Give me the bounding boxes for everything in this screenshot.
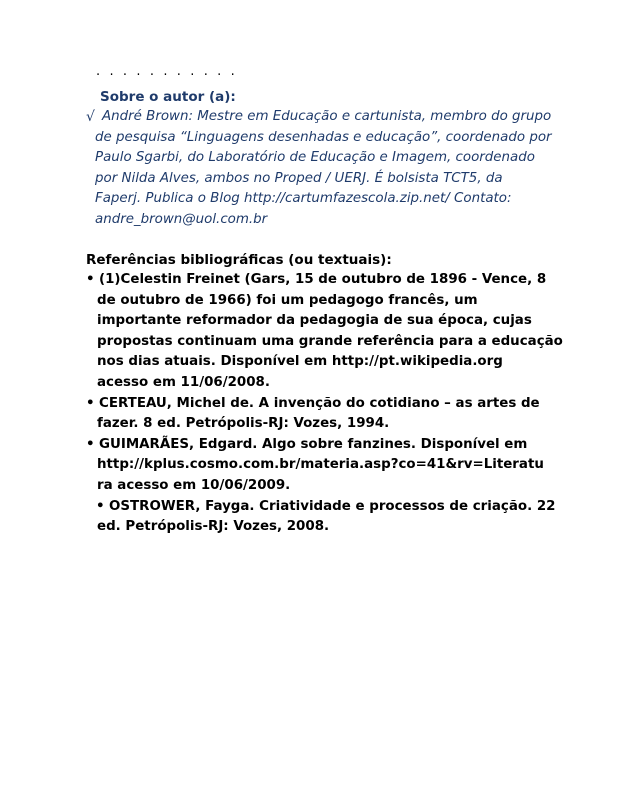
reference-line: nos dias atuais. Disponível em http://pt.wikipedia.org: [97, 354, 503, 370]
separator-dots: . . . . . . . . . . .: [96, 64, 238, 79]
checkmark-icon: √: [86, 109, 95, 125]
reference-line: http://kplus.cosmo.com.br/materia.asp?co=41&rv=Literatu: [97, 457, 544, 473]
author-bio-line: por Nilda Alves, ambos no Proped / UERJ. É bolsista TCT5, da: [95, 170, 503, 186]
reference-line: fazer. 8 ed. Petrópolis-RJ: Vozes, 1994.: [97, 416, 390, 432]
reference-line: CERTEAU, Michel de. A invenção do cotidiano – as artes de: [99, 395, 540, 411]
reference-line: ra acesso em 10/06/2009.: [97, 477, 291, 493]
author-bio-line: Paulo Sgarbi, do Laboratório de Educação e Imagem, coordenado: [95, 150, 535, 165]
references-list: [86, 270, 563, 538]
reference-line: propostas continuam uma grande referência para a educação: [97, 333, 563, 349]
bullet-icon: •: [86, 436, 95, 452]
author-bio-line: andre_brown@uol.com.br: [95, 211, 268, 227]
bullet-icon: •: [86, 272, 95, 287]
reference-item-ostrower: [86, 497, 556, 538]
author-bio: [86, 107, 552, 230]
reference-line: ed. Petrópolis-RJ: Vozes, 2008.: [97, 519, 330, 535]
reference-line: GUIMARÃES, Edgard. Algo sobre fanzines. Disponível em: [99, 436, 528, 452]
reference-item-certeau: [86, 394, 556, 435]
reference-line: de outubro de 1966) foi um pedagogo francês, um: [97, 292, 478, 308]
author-heading: Sobre o autor (a):: [100, 89, 236, 105]
bullet-icon: •: [86, 395, 95, 411]
author-bio-line: André Brown: Mestre em Educação e cartunista, membro do grupo: [102, 109, 552, 124]
reference-item-freinet: [86, 270, 563, 394]
author-bio-line: Faperj. Publica o Blog http://cartumfazescola.zip.net/ Contato:: [95, 191, 512, 206]
reference-line: (1)Celestin Freinet (Gars, 15 de outubro de 1896 - Vence, 8: [99, 272, 547, 287]
reference-line: acesso em 11/06/2008.: [97, 374, 270, 390]
reference-line: importante reformador da pedagogia de sua época, cujas: [97, 313, 532, 329]
references-heading: Referências bibliográficas (ou textuais):: [86, 252, 392, 268]
reference-line: OSTROWER, Fayga. Criatividade e processos de criação. 22: [109, 498, 556, 514]
author-bio-line: de pesquisa “Linguagens desenhadas e educação”, coordenado por: [95, 129, 552, 145]
reference-item-guimaraes: [86, 435, 556, 497]
bullet-icon: •: [96, 498, 105, 514]
